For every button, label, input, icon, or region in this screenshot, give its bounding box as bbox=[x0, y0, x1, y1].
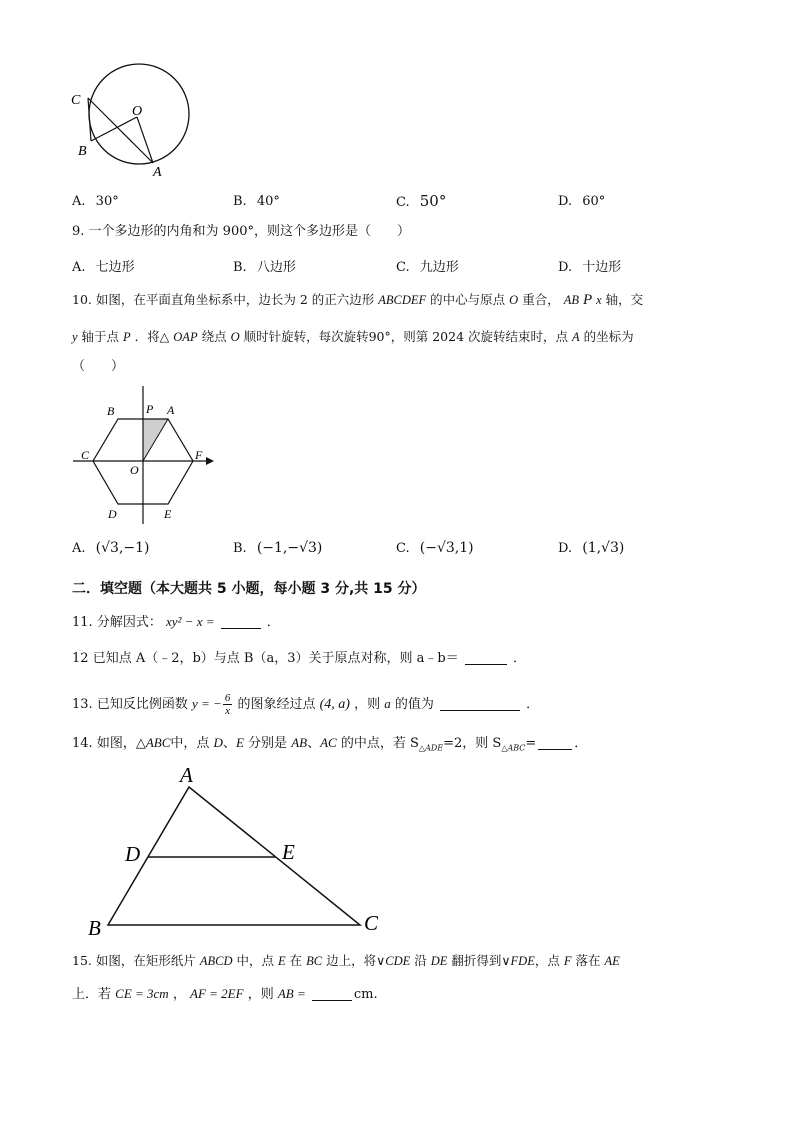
q13-answer-blank[interactable] bbox=[440, 696, 520, 711]
q10-origin: O bbox=[230, 330, 240, 344]
q14-separator: 、 bbox=[307, 736, 321, 751]
q10-text: ．将△ bbox=[134, 329, 170, 344]
option-value: 十边形 bbox=[582, 260, 622, 275]
option-value: 40° bbox=[256, 194, 280, 209]
option-value: 60° bbox=[582, 194, 606, 209]
option-value: (−1,−√3) bbox=[256, 540, 323, 556]
q14-label-a: A bbox=[180, 763, 193, 787]
q14-text: 如图，△ bbox=[96, 736, 146, 751]
option-letter: B. bbox=[233, 541, 247, 556]
q8-chord-ca bbox=[88, 98, 153, 163]
q8-chord-bo bbox=[91, 117, 137, 141]
q12-number: 12 bbox=[72, 651, 89, 666]
q14-label-e: E bbox=[282, 840, 295, 864]
q15-segment-de: DE bbox=[430, 954, 448, 968]
q15-text: 中，点 bbox=[236, 953, 275, 968]
q10-label-o: O bbox=[130, 463, 139, 477]
q15-text: ，则 bbox=[247, 987, 274, 1002]
q14-answer-blank[interactable] bbox=[538, 735, 572, 750]
q15-point-e: E bbox=[278, 954, 286, 968]
q10-text: 的中心与原点 bbox=[430, 292, 506, 307]
q12-text: 已知点 A（﹣2，b）与点 B（a，3）关于原点对称，则 a﹣b＝ bbox=[92, 651, 459, 666]
q14-separator: 、 bbox=[222, 736, 236, 751]
q15-rectangle-abcd: ABCD bbox=[199, 954, 233, 968]
q14-triangle-figure bbox=[80, 760, 390, 945]
section-2-heading: 二．填空题（本大题共 5 小题，每小题 3 分,共 15 分） bbox=[72, 581, 426, 597]
q10-hexagon-figure bbox=[68, 382, 218, 528]
q10-triangle-oap: OAP bbox=[173, 330, 198, 344]
q12-period: ． bbox=[513, 651, 527, 666]
q13-fraction-denominator: x bbox=[225, 705, 230, 717]
q10-x-var: x bbox=[596, 293, 602, 307]
q14-triangle-abc: ABC bbox=[145, 735, 171, 750]
q8-label-c: C bbox=[71, 93, 81, 108]
q10-hexagon-name: ABCDEF bbox=[378, 293, 427, 307]
q9-option-b[interactable] bbox=[233, 256, 296, 275]
option-letter: A. bbox=[72, 194, 86, 209]
q9-question bbox=[72, 223, 410, 241]
q13-question bbox=[72, 688, 539, 721]
q13-text: 的值为 bbox=[394, 697, 434, 712]
q15-segment-ae: AE bbox=[604, 954, 620, 968]
q15-text: 边上，将∨ bbox=[326, 953, 386, 968]
q15-condition-ce: CE = 3cm bbox=[115, 986, 169, 1001]
q12-answer-blank[interactable] bbox=[465, 650, 507, 665]
q10-line-2 bbox=[72, 328, 634, 346]
q10-point-p: P bbox=[123, 330, 131, 344]
q8-label-o: O bbox=[132, 104, 143, 119]
q13-number: 13. bbox=[72, 697, 93, 712]
q14-label-b: B bbox=[88, 916, 101, 940]
q15-condition-af: AF = 2EF bbox=[190, 986, 244, 1001]
q10-y-var: y bbox=[72, 330, 78, 344]
q14-text: 分别是 bbox=[248, 736, 288, 751]
q10-option-b[interactable] bbox=[233, 540, 322, 556]
q15-triangle-cde: CDE bbox=[385, 954, 411, 968]
q11-expression: xy² − x = bbox=[165, 614, 215, 629]
option-letter: D. bbox=[558, 194, 573, 209]
q10-label-p: P bbox=[146, 402, 154, 416]
q8-option-c[interactable] bbox=[396, 192, 446, 210]
option-letter: C. bbox=[396, 541, 410, 556]
q9-option-a[interactable] bbox=[72, 256, 135, 275]
q13-text: 已知反比例函数 bbox=[96, 697, 188, 712]
q14-period: ． bbox=[574, 736, 588, 751]
q15-text: 落在 bbox=[575, 953, 601, 968]
q8-option-a[interactable] bbox=[72, 194, 119, 209]
q14-side-ab: AB bbox=[291, 735, 308, 750]
option-letter: D. bbox=[558, 260, 573, 275]
q10-option-d[interactable] bbox=[558, 540, 624, 556]
q10-number: 10. bbox=[72, 292, 92, 307]
q15-text: ， bbox=[172, 987, 186, 1002]
q15-side-bc: BC bbox=[306, 954, 323, 968]
option-letter: B. bbox=[233, 194, 247, 209]
q10-label-f: F bbox=[195, 448, 203, 462]
option-value: 50° bbox=[419, 192, 447, 210]
q15-point-f: F bbox=[563, 954, 572, 968]
option-value: 九边形 bbox=[419, 260, 459, 275]
q13-var-a: a bbox=[384, 696, 391, 711]
q10-option-c[interactable] bbox=[396, 540, 474, 556]
q14-subscript-abc: △ABC bbox=[501, 743, 526, 753]
q10-x-axis-arrow bbox=[206, 457, 214, 465]
option-letter: D. bbox=[558, 541, 573, 556]
q10-point-a: A bbox=[572, 330, 580, 344]
q10-text: 如图，在平面直角坐标系中，边长为 2 的正六边形 bbox=[95, 292, 375, 307]
q10-label-e: E bbox=[164, 507, 172, 521]
q10-line-3 bbox=[72, 358, 124, 376]
q10-parallel-symbol: P bbox=[582, 292, 593, 308]
q10-label-a: A bbox=[167, 403, 175, 417]
q15-text: ，点 bbox=[534, 953, 560, 968]
q8-label-b: B bbox=[78, 144, 87, 159]
q10-text: 的坐标为 bbox=[583, 329, 634, 344]
q11-text: 分解因式： bbox=[96, 615, 162, 630]
q14-side-ac: AC bbox=[320, 735, 337, 750]
q14-number: 14. bbox=[72, 736, 93, 751]
q10-text: 重合， bbox=[522, 292, 560, 307]
q14-text: = bbox=[525, 736, 537, 751]
q10-text: 绕点 bbox=[201, 329, 227, 344]
q11-period: ． bbox=[266, 615, 280, 630]
q8-label-a: A bbox=[153, 165, 162, 180]
q15-line-2 bbox=[72, 985, 378, 1004]
option-letter: B. bbox=[233, 260, 247, 275]
q13-fraction bbox=[223, 692, 233, 717]
q9-option-d[interactable] bbox=[558, 256, 621, 275]
q15-line-1 bbox=[72, 952, 620, 970]
q13-point: (4, a) bbox=[319, 697, 350, 712]
option-value: (−√3,1) bbox=[419, 540, 474, 556]
q15-number: 15. bbox=[72, 953, 92, 968]
q10-option-a[interactable] bbox=[72, 540, 150, 556]
q10-text: 轴于点 bbox=[81, 329, 120, 344]
q14-question bbox=[72, 734, 587, 758]
option-letter: C. bbox=[396, 195, 410, 210]
q14-label-c: C bbox=[364, 911, 379, 935]
q15-target-ab: AB = bbox=[277, 986, 306, 1001]
q15-text: 翻折得到∨ bbox=[451, 953, 511, 968]
q8-option-b[interactable] bbox=[233, 194, 280, 209]
q13-period: ． bbox=[526, 697, 540, 712]
q15-unit: cm. bbox=[353, 987, 378, 1002]
option-letter: C. bbox=[396, 260, 410, 275]
q15-text: 沿 bbox=[414, 953, 427, 968]
q10-answer-paren: （ ） bbox=[72, 359, 125, 374]
option-value: 30° bbox=[95, 194, 119, 209]
q10-text: 轴，交 bbox=[605, 292, 644, 307]
q15-answer-blank[interactable] bbox=[312, 986, 352, 1001]
q9-number: 9. bbox=[72, 224, 85, 239]
option-value: (1,√3) bbox=[582, 540, 625, 556]
q11-answer-blank[interactable] bbox=[221, 614, 261, 629]
q10-label-d: D bbox=[108, 507, 117, 521]
q9-text: 一个多边形的内角和为 900°，则这个多边形是（ ） bbox=[88, 224, 410, 239]
q14-subscript-ade: △ADE bbox=[418, 743, 444, 753]
q10-line-1 bbox=[72, 291, 643, 309]
q10-label-c: C bbox=[81, 448, 90, 462]
q14-point-d: D bbox=[213, 735, 223, 750]
q11-question bbox=[72, 613, 280, 632]
q10-origin: O bbox=[509, 293, 519, 307]
q13-fraction-numerator: 6 bbox=[224, 692, 231, 704]
q9-option-c[interactable] bbox=[396, 256, 459, 275]
q8-circle-figure bbox=[68, 62, 193, 180]
option-letter: A. bbox=[72, 541, 86, 556]
option-value: (√3,−1) bbox=[95, 540, 150, 556]
q8-option-d[interactable] bbox=[558, 194, 605, 209]
q10-segment-ab: AB bbox=[563, 293, 579, 307]
q14-text: 的中点，若 S bbox=[340, 736, 419, 751]
q10-label-b: B bbox=[107, 404, 115, 418]
q15-text: 如图，在矩形纸片 bbox=[95, 953, 196, 968]
q14-text: =2，则 S bbox=[443, 736, 502, 751]
option-value: 八边形 bbox=[256, 260, 296, 275]
q15-text: 在 bbox=[289, 953, 303, 968]
q14-label-d: D bbox=[125, 842, 141, 866]
option-letter: A. bbox=[72, 260, 86, 275]
q11-number: 11. bbox=[72, 615, 93, 630]
q14-text: 中，点 bbox=[170, 736, 210, 751]
option-value: 七边形 bbox=[95, 260, 135, 275]
q13-text: 的图象经过点 bbox=[237, 697, 316, 712]
q14-point-e: E bbox=[235, 735, 244, 750]
q13-function-lhs: y = − bbox=[191, 696, 222, 711]
q13-text: ，则 bbox=[354, 697, 381, 712]
q15-text: 上．若 bbox=[72, 987, 112, 1002]
q10-text: 顺时针旋转，每次旋转90°，则第 2024 次旋转结束时，点 bbox=[243, 329, 569, 344]
q14-triangle bbox=[108, 787, 360, 925]
q8-radius-oa bbox=[137, 117, 153, 163]
q12-question bbox=[72, 650, 526, 668]
q15-triangle-fde: FDE bbox=[510, 954, 535, 968]
